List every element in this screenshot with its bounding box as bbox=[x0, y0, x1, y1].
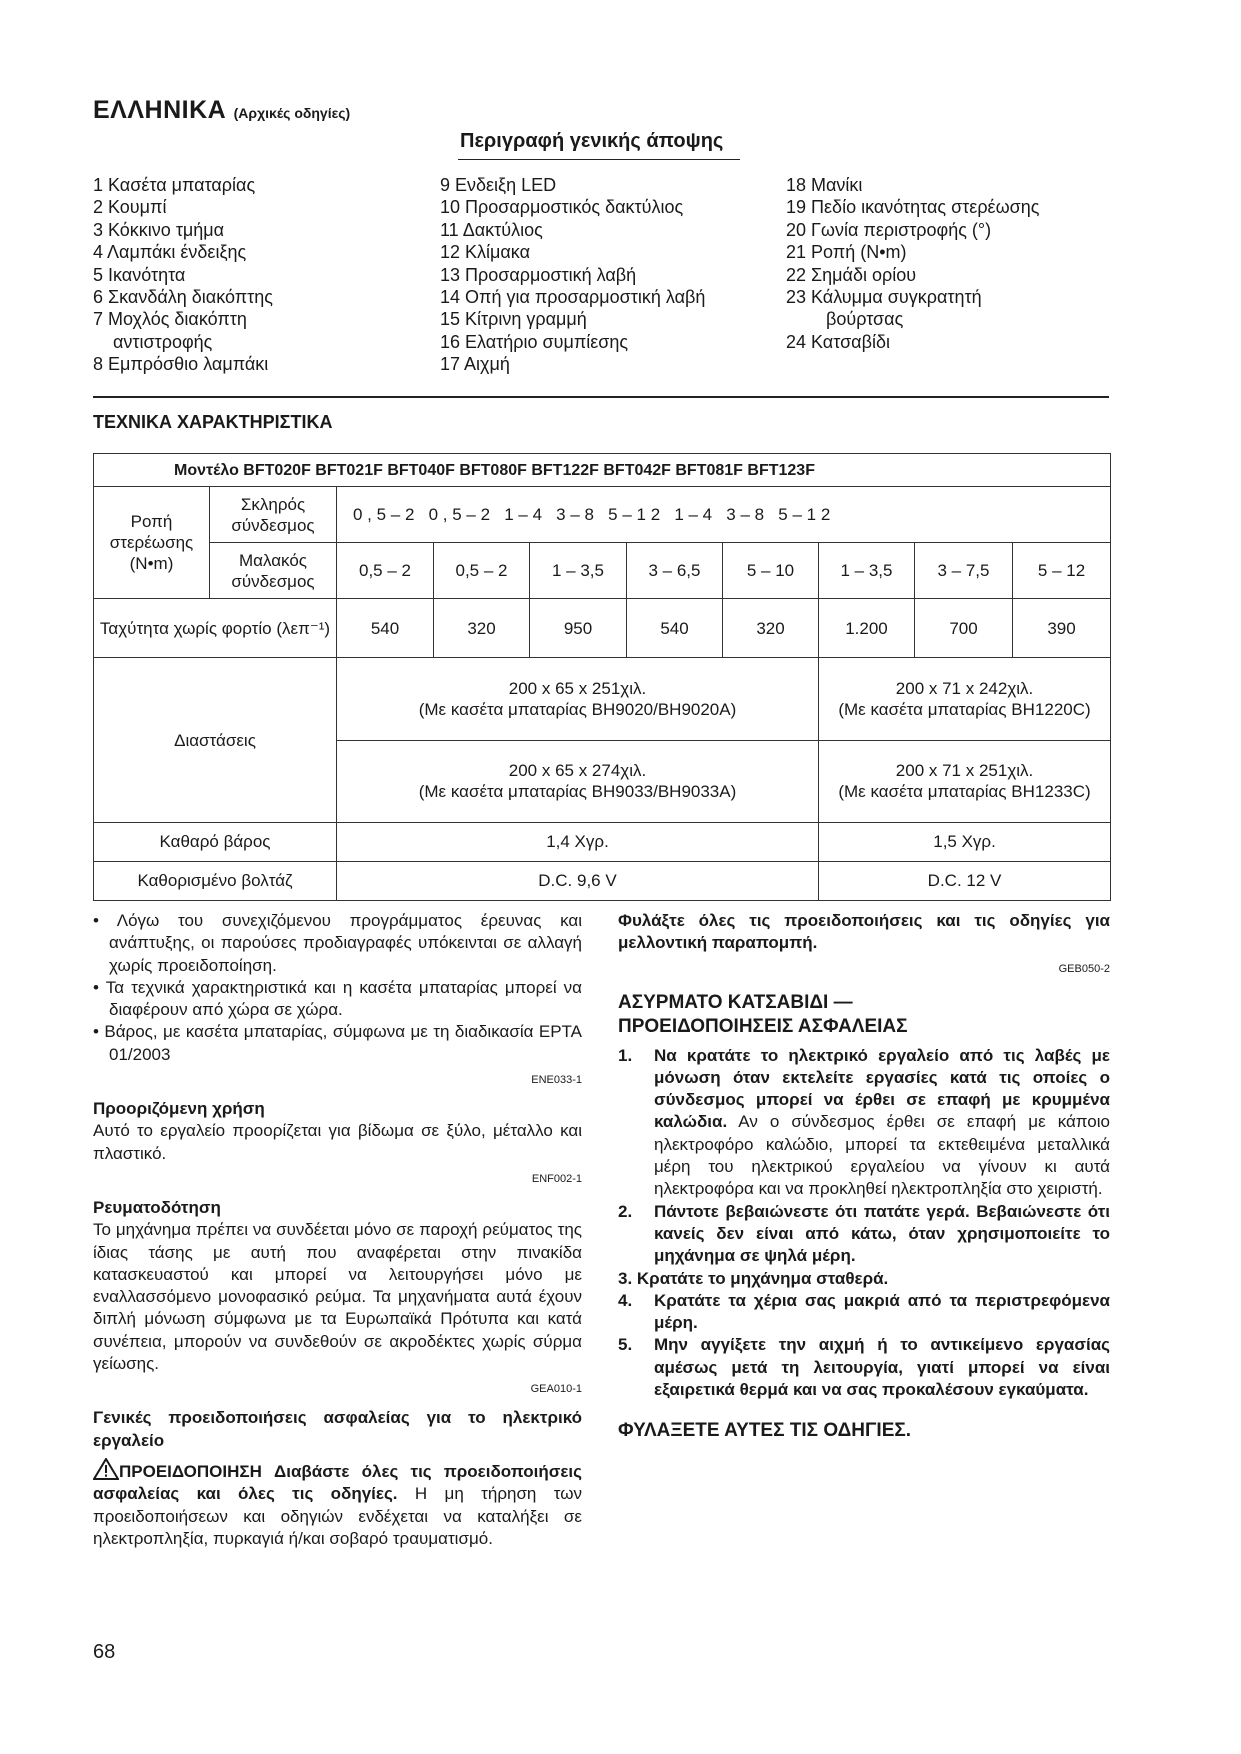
dimensions-value: 200 x 71 x 251χιλ. bbox=[895, 761, 1034, 781]
dimensions-cell-b bbox=[819, 658, 1111, 740]
weight-value-b: 1,5 Χγρ. bbox=[819, 822, 1111, 861]
speed-value: 1.200 bbox=[819, 599, 915, 658]
parts-list-col3 bbox=[786, 174, 1039, 353]
part-item: 15 Κίτρινη γραμμή bbox=[440, 309, 587, 330]
language-note: (Αρχικές οδηγίες) bbox=[233, 105, 351, 121]
part-item: 6 Σκανδάλη διακόπτης bbox=[93, 287, 273, 308]
safety-heading-line2: ΠΡΟΕΙΔΟΠΟΙΗΣΕΙΣ ΑΣΦΑΛΕΙΑΣ bbox=[618, 1015, 908, 1037]
left-column bbox=[93, 910, 582, 1550]
part-item: 16 Ελατήριο συμπίεσης bbox=[440, 331, 629, 352]
save-instructions-heading: ΦΥΛΑΞΕΤΕ ΑΥΤΕΣ ΤΙΣ ΟΔΗΓΙΕΣ. bbox=[618, 1420, 912, 1442]
weight-value-a: 1,4 Χγρ. bbox=[337, 822, 819, 861]
soft-joint-value: 3 – 7,5 bbox=[915, 543, 1013, 599]
dimensions-cell-a bbox=[337, 658, 819, 740]
part-item: 12 Κλίμακα bbox=[440, 242, 530, 263]
speed-value: 700 bbox=[915, 599, 1013, 658]
part-item: 14 Οπή για προσαρμοστική λαβή bbox=[440, 287, 706, 308]
part-item-continuation: αντιστροφής bbox=[113, 331, 213, 352]
safety-item bbox=[618, 1201, 1110, 1268]
warning-triangle-icon bbox=[93, 1458, 119, 1480]
dimensions-value: 200 x 65 x 274χιλ. bbox=[508, 761, 647, 781]
safety-item bbox=[618, 1045, 1110, 1201]
soft-joint-value: 1 – 3,5 bbox=[530, 543, 627, 599]
speed-value: 320 bbox=[723, 599, 819, 658]
parts-list-col2 bbox=[440, 174, 705, 376]
part-item: 10 Προσαρμοστικός δακτύλιος bbox=[440, 197, 684, 218]
note-bullet: • Λόγω του συνεχιζόμενου προγράμματος έρευνας και ανάπτυξης, οι παρούσες προδιαγραφές υπόκεινται σε αλλαγή χωρίς προειδοποίηση. bbox=[93, 911, 582, 975]
part-item: 22 Σημάδι ορίου bbox=[786, 264, 917, 285]
safety-item: 3. Κρατάτε το μηχάνημα σταθερά. bbox=[618, 1268, 889, 1288]
part-item: 8 Εμπρόσθιο λαμπάκι bbox=[93, 354, 269, 375]
intended-use-text: Αυτό το εργαλείο προορίζεται για βίδωμα σε ξύλο, μέταλλο και πλαστικό. bbox=[93, 1121, 582, 1163]
dimensions-note: (Με κασέτα μπαταρίας BH9020/BH9020A) bbox=[418, 700, 737, 720]
part-item: 21 Ροπή (N•m) bbox=[786, 242, 907, 263]
part-item: 7 Μοχλός διακόπτη bbox=[93, 309, 247, 330]
model-row: Μοντέλο BFT020F BFT021F BFT040F BFT080F BFT122F BFT042F BFT081F BFT123F bbox=[94, 454, 1111, 487]
specs-table bbox=[93, 453, 1111, 901]
general-safety-heading: Γενικές προειδοποιήσεις ασφαλείας για το ηλεκτρικό εργαλείο bbox=[93, 1408, 582, 1450]
overview-title: Περιγραφή γενικής άποψης bbox=[460, 130, 724, 152]
voltage-label: Καθορισμένο βολτάζ bbox=[94, 861, 337, 900]
part-item: 17 Αιχμή bbox=[440, 354, 510, 375]
speed-value: 540 bbox=[627, 599, 723, 658]
speed-value: 390 bbox=[1013, 599, 1111, 658]
language-title bbox=[93, 96, 350, 125]
dimensions-note: (Με κασέτα μπαταρίας BH1220C) bbox=[838, 700, 1091, 720]
part-item-continuation: βούρτσας bbox=[826, 309, 904, 330]
parts-list-col1 bbox=[93, 174, 273, 376]
reference-code: ENF002-1 bbox=[531, 1172, 582, 1185]
dimensions-note: (Με κασέτα μπαταρίας BH1233C) bbox=[838, 782, 1091, 802]
note-bullet: • Τα τεχνικά χαρακτηριστικά και η κασέτα μπαταρίας μπορεί να διαφέρουν από χώρα σε χώρα. bbox=[93, 977, 582, 1020]
intended-use-heading: Προοριζόμενη χρήση bbox=[93, 1099, 265, 1119]
part-item: 13 Προσαρμοστική λαβή bbox=[440, 264, 637, 285]
torque-label: Ροπή στερέωσης (N•m) bbox=[94, 487, 210, 599]
safety-item-number: 4. bbox=[618, 1290, 633, 1310]
reference-code: GEA010-1 bbox=[530, 1383, 582, 1396]
safety-item-number: 5. bbox=[618, 1335, 633, 1355]
keep-instructions-note: Φυλάξτε όλες τις προειδοποιήσεις και τις οδηγίες για μελλοντική παραπομπή. bbox=[618, 911, 1110, 953]
safety-item-bold: Πάντοτε βεβαιώνεστε ότι πατάτε γερά. Βεβαιώνεστε ότι κανείς δεν είναι από κάτω, όταν χρησιμοποιείτε το μηχάνημα σε ψηλά μέρη. bbox=[654, 1201, 1110, 1266]
dimensions-cell-c bbox=[337, 740, 819, 822]
safety-item-bold: Κρατάτε τα χέρια σας μακριά από τα περιστρεφόμενα μέρη. bbox=[654, 1290, 1110, 1333]
part-item: 18 Μανίκι bbox=[786, 175, 863, 195]
warning-bold-text: Διαβάστε όλες τις προειδοποιήσεις ασφαλείας και όλες τις οδηγίες. bbox=[93, 1461, 582, 1504]
dimensions-cell-d bbox=[819, 740, 1111, 822]
safety-item-number: 2. bbox=[618, 1201, 633, 1221]
dimensions-label: Διαστάσεις bbox=[94, 658, 337, 822]
soft-joint-value: 0,5 – 2 bbox=[434, 543, 530, 599]
part-item: 20 Γωνία περιστροφής (°) bbox=[786, 219, 992, 240]
speed-value: 320 bbox=[434, 599, 530, 658]
part-item: 4 Λαμπάκι ένδειξης bbox=[93, 242, 247, 263]
part-item: 24 Κατσαβίδι bbox=[786, 331, 890, 352]
safety-heading-line1: ΑΣΥΡΜΑΤΟ ΚΑΤΣΑΒΙΔΙ — bbox=[618, 991, 853, 1013]
voltage-value-a: D.C. 9,6 V bbox=[337, 861, 819, 900]
page-number: 68 bbox=[93, 1641, 116, 1663]
dimensions-value: 200 x 65 x 251χιλ. bbox=[508, 679, 647, 699]
reference-code: ENE033-1 bbox=[531, 1074, 582, 1087]
soft-joint-value: 5 – 12 bbox=[1013, 543, 1111, 599]
power-supply-heading: Ρευματοδότηση bbox=[93, 1197, 221, 1217]
note-bullet: • Βάρος, με κασέτα μπαταρίας, σύμφωνα με τη διαδικασία EPTA 01/2003 bbox=[93, 1022, 582, 1064]
warning-text: Η μη τήρηση των προειδοποιήσεων και οδηγιών ενδέχεται να καταλήξει σε ηλεκτροπληξία, πυρκαγιά ή/και σοβαρό τραυματισμό. bbox=[93, 1484, 582, 1548]
safety-item bbox=[618, 1290, 1110, 1335]
right-column bbox=[618, 910, 1110, 1443]
general-safety-warning bbox=[93, 1458, 582, 1550]
language-name: ΕΛΛΗΝΙΚΑ bbox=[93, 96, 227, 124]
part-item: 2 Κουμπί bbox=[93, 197, 167, 218]
voltage-value-b: D.C. 12 V bbox=[819, 861, 1111, 900]
safety-item-bold: Να κρατάτε το ηλεκτρικό εργαλείο από τις λαβές με μόνωση όταν εκτελείτε εργασίες κατά τις οποίες ο σύνδεσμος μπορεί να έρθει σε επαφή με κρυμμένα καλώδια. bbox=[654, 1045, 1110, 1132]
dimensions-value: 200 x 71 x 242χιλ. bbox=[895, 679, 1034, 699]
hard-joint-values: 0 , 5 – 2 0 , 5 – 2 1 – 4 3 – 8 5 – 1 2 1 – 4 3 – 8 5 – 1 2 bbox=[337, 487, 1111, 543]
speed-label: Ταχύτητα χωρίς φορτίο (λεπ⁻¹) bbox=[94, 599, 337, 658]
soft-joint-value: 1 – 3,5 bbox=[819, 543, 915, 599]
warning-label: ΠΡΟΕΙΔΟΠΟΙΗΣΗ bbox=[119, 1461, 262, 1481]
safety-item-number: 1. bbox=[618, 1045, 633, 1065]
part-item: 5 Ικανότητα bbox=[93, 264, 186, 285]
part-item: 1 Κασέτα μπαταρίας bbox=[93, 175, 256, 195]
overview-title-underline bbox=[458, 159, 740, 160]
reference-code: GEB050-2 bbox=[1058, 962, 1110, 975]
soft-joint-value: 5 – 10 bbox=[723, 543, 819, 599]
part-item: 9 Ενδειξη LED bbox=[440, 175, 557, 195]
safety-item bbox=[618, 1334, 1110, 1401]
weight-label: Καθαρό βάρος bbox=[94, 822, 337, 861]
dimensions-note: (Με κασέτα μπαταρίας BH9033/BH9033A) bbox=[418, 782, 737, 802]
hard-joint-label: Σκληρός σύνδεσμος bbox=[210, 487, 337, 543]
specs-title: ΤΕΧΝΙΚΑ ΧΑΡΑΚΤΗΡΙΣΤΙΚΑ bbox=[93, 412, 333, 432]
part-item: 23 Κάλυμμα συγκρατητή bbox=[786, 287, 982, 308]
soft-joint-value: 0,5 – 2 bbox=[337, 543, 434, 599]
soft-joint-label: Μαλακός σύνδεσμος bbox=[210, 543, 337, 599]
safety-item-bold: Μην αγγίξετε την αιχμή ή το αντικείμενο εργασίας αμέσως μετά τη λειτουργία, γιατί μπορεί να είναι εξαιρετικά θερμά και να σας προκαλέσουν εγκαύματα. bbox=[654, 1335, 1110, 1400]
part-item: 11 Δακτύλιος bbox=[440, 219, 543, 240]
safety-item-text: Αν ο σύνδεσμος έρθει σε επαφή με κάποιο ηλεκτροφόρο καλώδιο, μπορεί τα εκτεθειμένα μεταλλικά μέρη του ηλεκτρικού εργαλείου να γίνουν κι αυτά ηλεκτροφόρα και να προκληθεί ηλεκτροπληξία στο χειριστή. bbox=[654, 1112, 1110, 1199]
speed-value: 950 bbox=[530, 599, 627, 658]
power-supply-text: Το μηχάνημα πρέπει να συνδέεται μόνο σε παροχή ρεύματος της ίδιας τάσης με αυτή που αναφέρεται στην πινακίδα κατασκευαστού και μπορεί να λειτουργήσει μόνο με εναλλασσόμενο μονοφασικό ρεύμα. Τα μηχανήματα αυτά έχουν διπλή μόνωση σύμφωνα με τα Ευρωπαϊκά Πρότυπα και κατά συνέπεια, μπορούν να συνδεθούν σε ακροδέκτες χωρίς σύρμα γείωσης. bbox=[93, 1220, 582, 1374]
section-divider bbox=[93, 396, 1109, 398]
part-item: 3 Κόκκινο τμήμα bbox=[93, 219, 225, 240]
soft-joint-value: 3 – 6,5 bbox=[627, 543, 723, 599]
part-item: 19 Πεδίο ικανότητας στερέωσης bbox=[786, 197, 1040, 218]
speed-value: 540 bbox=[337, 599, 434, 658]
